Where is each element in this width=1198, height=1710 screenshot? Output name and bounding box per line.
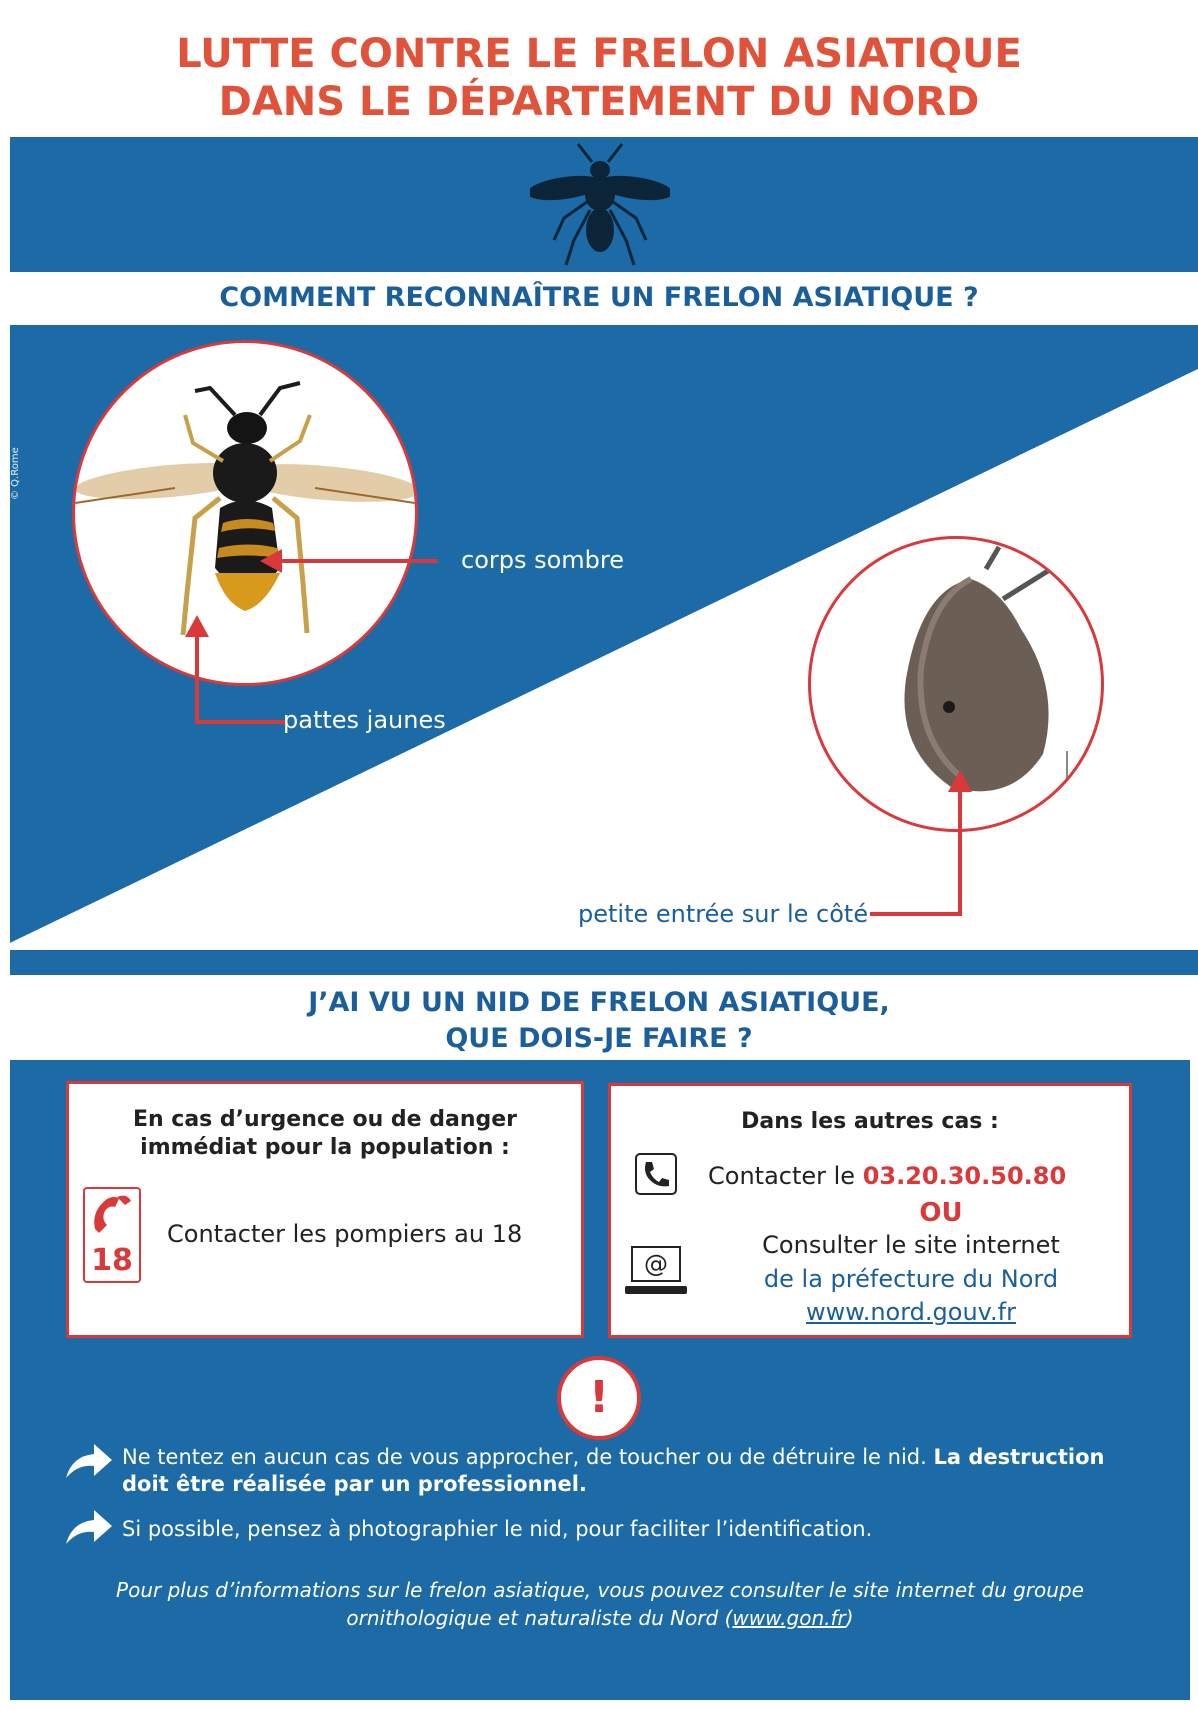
footer-line2-prefix: ornithologique et naturaliste du Nord ( [346,1606,733,1630]
legs-pointer-horizontal [195,720,285,724]
photo-credit: © Q.Rome [10,447,21,500]
other-cases-box [608,1083,1132,1338]
footer-line1: Pour plus d’informations sur le frelon asiatique, vous pouvez consulter le site internet du groupe [116,1578,1084,1602]
page-title-line1: LUTTE CONTRE LE FRELON ASIATIQUE [176,31,1022,77]
other-cases-title: Dans les autres cas : [741,1109,999,1134]
identify-heading: COMMENT RECONNAÎTRE UN FRELON ASIATIQUE ? [219,282,979,313]
warning-icon: ! [557,1356,641,1440]
action-heading-line2: QUE DOIS-JE FAIRE ? [445,1023,753,1054]
emergency-box [66,1081,584,1338]
emergency-text: Contacter les pompiers au 18 [167,1220,523,1248]
phone-icon [635,1153,677,1195]
warning-bullet-2: Si possible, pensez à photographier le nid, pour faciliter l’identification. [122,1517,873,1541]
emergency-title-line2: immédiat pour la population : [140,1135,510,1160]
contact-line [708,1162,1128,1190]
hornet-photo [72,340,418,686]
firefighter-number: 18 [91,1243,133,1278]
contact-prefix: Contacter le [708,1162,863,1190]
body-pointer-line [280,559,438,563]
site-line2: de la préfecture du Nord [763,1265,1059,1293]
label-legs: pattes jaunes [283,706,446,734]
body-pointer-arrow [260,549,284,573]
or-separator: OU [919,1198,963,1228]
emergency-title-line1: En cas d’urgence ou de danger [132,1107,518,1132]
label-entrance: petite entrée sur le côté [578,900,869,928]
firefighter-phone-icon [83,1187,141,1283]
site-line1: Consulter le site internet [762,1231,1060,1259]
legs-pointer-vertical [195,632,199,724]
page-title-line2: DANS LE DÉPARTEMENT DU NORD [218,79,980,125]
warning-bullet-1-text: Ne tentez en aucun cas de vous approcher, de toucher ou de détruire le nid. [122,1445,934,1469]
footer-line2-suffix: ) [845,1606,854,1630]
contact-phone[interactable]: 03.20.30.50.80 [862,1162,1067,1190]
computer-at-icon: @ [625,1246,691,1300]
prefecture-link[interactable]: www.nord.gouv.fr [806,1298,1016,1326]
action-heading-line1: J’AI VU UN NID DE FRELON ASIATIQUE, [308,987,890,1018]
footer-line2 [100,1604,1100,1632]
hornet-banner [10,137,1198,272]
entrance-pointer-arrow [948,770,972,792]
bullet-arrow-icon [64,1508,114,1548]
hornet-icon [75,343,415,683]
bullet-arrow-icon [64,1442,114,1482]
warning-bullet-1-bold: La destruction doit être réalisée par un professionnel. [122,1445,1105,1496]
gon-link[interactable]: www.gon.fr [732,1606,846,1630]
warning-bullet-1 [122,1444,1122,1498]
legs-pointer-arrow [185,615,209,637]
entrance-pointer-horizontal [870,912,962,916]
hornet-silhouette-icon [530,140,670,270]
label-body: corps sombre [461,546,625,574]
entrance-pointer-vertical [958,790,962,914]
